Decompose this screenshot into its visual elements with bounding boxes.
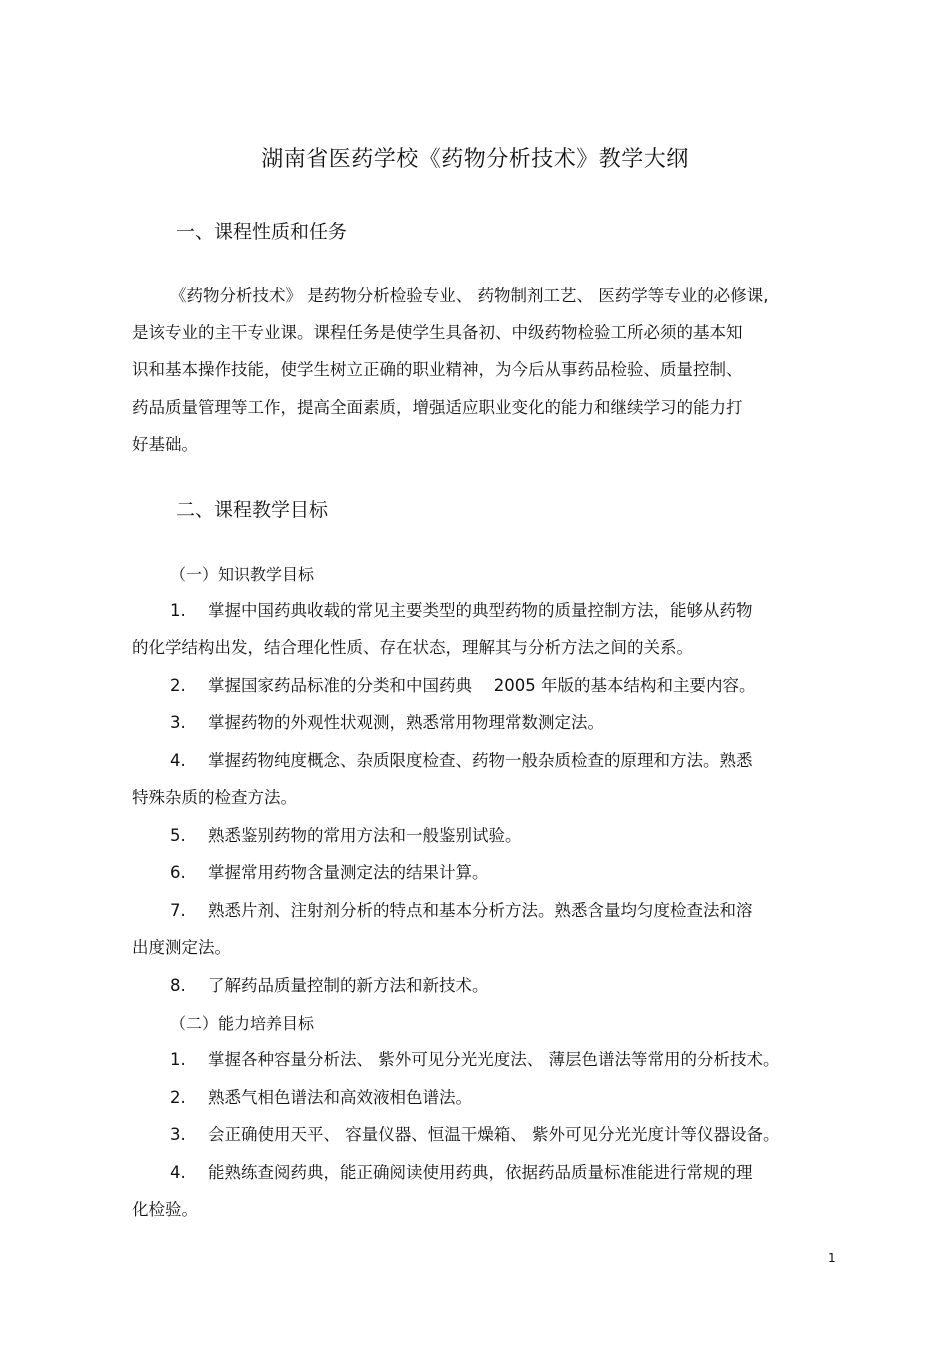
item-number: 5. <box>170 826 186 845</box>
item-text: 熟悉气相色谱法和高效液相色谱法。 <box>208 1088 472 1107</box>
list-item <box>170 749 753 773</box>
list-item <box>170 599 753 623</box>
subheading-knowledge-goals: （一）知识教学目标 <box>170 565 315 584</box>
item-text: 熟悉鉴别药物的常用方法和一般鉴别试验。 <box>208 826 522 845</box>
item-text: 掌握中国药典收载的常见主要类型的典型药物的质量控制方法，能够从药物 <box>208 601 753 620</box>
item-number: 1. <box>170 1050 186 1069</box>
item-text: 会正确使用天平、 容量仪器、恒温干燥箱、 紫外可见分光光度计等仪器设备。 <box>208 1125 780 1144</box>
item-text: 掌握药物的外观性状观测，熟悉常用物理常数测定法。 <box>208 713 604 732</box>
item-number: 3. <box>170 713 186 732</box>
item-text: 掌握国家药品标准的分类和中国药典 2005 年版的基本结构和主要内容。 <box>208 676 756 695</box>
paragraph-line: 好基础。 <box>132 435 198 454</box>
list-item <box>170 899 753 923</box>
item-number: 4. <box>170 751 186 770</box>
item-text: 能熟练查阅药典，能正确阅读使用药典，依据药品质量标准能进行常规的理 <box>208 1163 753 1182</box>
item-text: 了解药品质量控制的新方法和新技术。 <box>208 976 489 995</box>
list-item-continuation: 的化学结构出发，结合理化性质、存在状态，理解其与分析方法之间的关系。 <box>132 638 693 657</box>
list-item-continuation: 出度测定法。 <box>132 938 231 957</box>
list-item-continuation: 化检验。 <box>132 1200 198 1219</box>
list-item <box>170 1086 472 1110</box>
document-title: 湖南省医药学校《药物分析技术》教学大纲 <box>261 147 689 172</box>
item-number: 8. <box>170 976 186 995</box>
item-number: 6. <box>170 863 186 882</box>
item-text: 掌握药物纯度概念、杂质限度检查、药物一般杂质检查的原理和方法。熟悉 <box>208 751 753 770</box>
item-number: 1. <box>170 601 186 620</box>
list-item <box>170 1048 780 1072</box>
item-number: 4. <box>170 1163 186 1182</box>
paragraph-line: 《药物分析技术》 是药物分析检验专业、 药物制剂工艺、 医药学等专业的必修课, <box>170 286 769 305</box>
list-item <box>170 711 604 735</box>
item-text: 掌握各种容量分析法、 紫外可见分光光度法、 薄层色谱法等常用的分析技术。 <box>208 1050 780 1069</box>
list-item <box>170 824 522 848</box>
list-item <box>170 861 489 885</box>
list-item <box>170 974 489 998</box>
item-text: 掌握常用药物含量测定法的结果计算。 <box>208 863 489 882</box>
item-number: 2. <box>170 676 186 695</box>
section-heading-teaching-goals: 二、课程教学目标 <box>176 499 329 521</box>
paragraph-line: 识和基本操作技能，使学生树立正确的职业精神，为今后从事药品检验、质量控制、 <box>132 360 743 379</box>
list-item <box>170 674 755 698</box>
paragraph-line: 药品质量管理等工作，提高全面素质，增强适应职业变化的能力和继续学习的能力打 <box>132 398 743 417</box>
section-heading-course-nature: 一、课程性质和任务 <box>176 221 348 243</box>
item-text: 熟悉片剂、注射剂分析的特点和基本分析方法。熟悉含量均匀度检查法和溶 <box>208 901 753 920</box>
paragraph-line: 是该专业的主干专业课。课程任务是使学生具备初、中级药物检验工所必须的基本知 <box>132 323 743 342</box>
item-number: 7. <box>170 901 186 920</box>
list-item <box>170 1161 753 1185</box>
item-number: 3. <box>170 1125 186 1144</box>
list-item <box>170 1123 780 1147</box>
subheading-ability-goals: （二）能力培养目标 <box>170 1014 315 1033</box>
list-item-continuation: 特殊杂质的检查方法。 <box>132 788 297 807</box>
item-number: 2. <box>170 1088 186 1107</box>
page-number: 1 <box>828 1251 836 1265</box>
